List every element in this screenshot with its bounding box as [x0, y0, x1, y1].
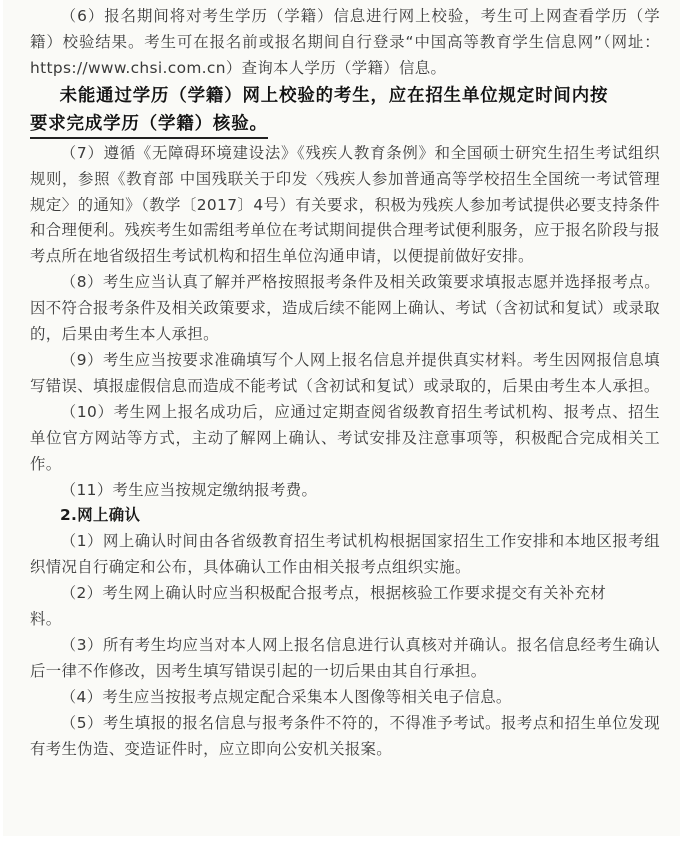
paragraph-10: （10）考生网上报名成功后，应通过定期查阅省级教育招生考试机构、报考点、招生单位官方网站等方式，主动了解网上确认、考试安排及注意事项等，积极配合完成相关工作。 [30, 402, 660, 473]
paragraph-7: （7）遵循《无障碍环境建设法》《残疾人教育条例》和全国硕士研究生招生考试组织规则，参照《教育部 中国残联关于印发〈残疾人参加普通高等学校招生全国统一考试管理规定〉的通知》（教学〔2017〕4号）有关要求，积极为残疾人参加考试提供必要支持条件和合理便利。残疾考生如需组考单位在考试期间提供合理考试便利服务，应于报名阶段与报考点所在地省级招生考试机构和招生单位沟通申请，以便提前做好安排。 [30, 143, 660, 266]
paragraph-6: （6）报名期间将对考生学历（学籍）信息进行网上校验，考生可上网查看学历（学籍）校验结果。考生可在报名前或报名期间自行登录“中国高等教育学生信息网”（网址：https://www.chsi.com.cn）查询本人学历（学籍）信息。 [30, 7, 660, 77]
emphasis-notice [30, 82, 660, 139]
paragraph-8: （8）考生应当认真了解并严格按照报考条件及相关政策要求填报志愿并选择报考点。因不符合报考条件及相关政策要求，造成后续不能网上确认、考试（含初试和复试）或录取的，后果由考生本人承担。 [30, 273, 660, 344]
emphasis-line-1: 未能通过学历（学籍）网上校验的考生，应在招生单位规定时间内按 [59, 85, 609, 106]
paragraph-11: （11）考生应当按规定缴纳报考费。 [60, 480, 318, 499]
section2-paragraph-1: （1）网上确认时间由各省级教育招生考试机构根据国家招生工作安排和本地区报考组织情况自行确定和公布，具体确认工作由相关报考点组织实施。 [30, 532, 660, 577]
section-heading-online-confirmation: 2.网上确认 [60, 506, 141, 525]
document-page [3, 0, 680, 836]
section2-paragraph-5: （5）考生填报的报名信息与报考条件不符的，不得准予考试。报考点和招生单位发现有考生伪造、变造证件时，应立即向公安机关报案。 [30, 713, 660, 758]
section2-paragraph-4: （4）考生应当按报考点规定配合采集本人图像等相关电子信息。 [60, 687, 512, 706]
section2-paragraph-3: （3）所有考生均应当对本人网上报名信息进行认真核对并确认。报名信息经考生确认后一律不作修改，因考生填写错误引起的一切后果由其自行承担。 [30, 635, 660, 680]
emphasis-line-2: 要求完成学历（学籍）核验。 [30, 111, 268, 139]
paragraph-9: （9）考生应当按要求准确填写个人网上报名信息并提供真实材料。考生因网报信息填写错误、填报虚假信息而造成不能考试（含初试和复试）或录取的，后果由考生本人承担。 [30, 350, 660, 395]
section2-paragraph-2: （2）考生网上确认时应当积极配合报考点，根据核验工作要求提交有关补充材 [60, 584, 607, 603]
section2-paragraph-2-continuation: 料。 [30, 610, 62, 629]
